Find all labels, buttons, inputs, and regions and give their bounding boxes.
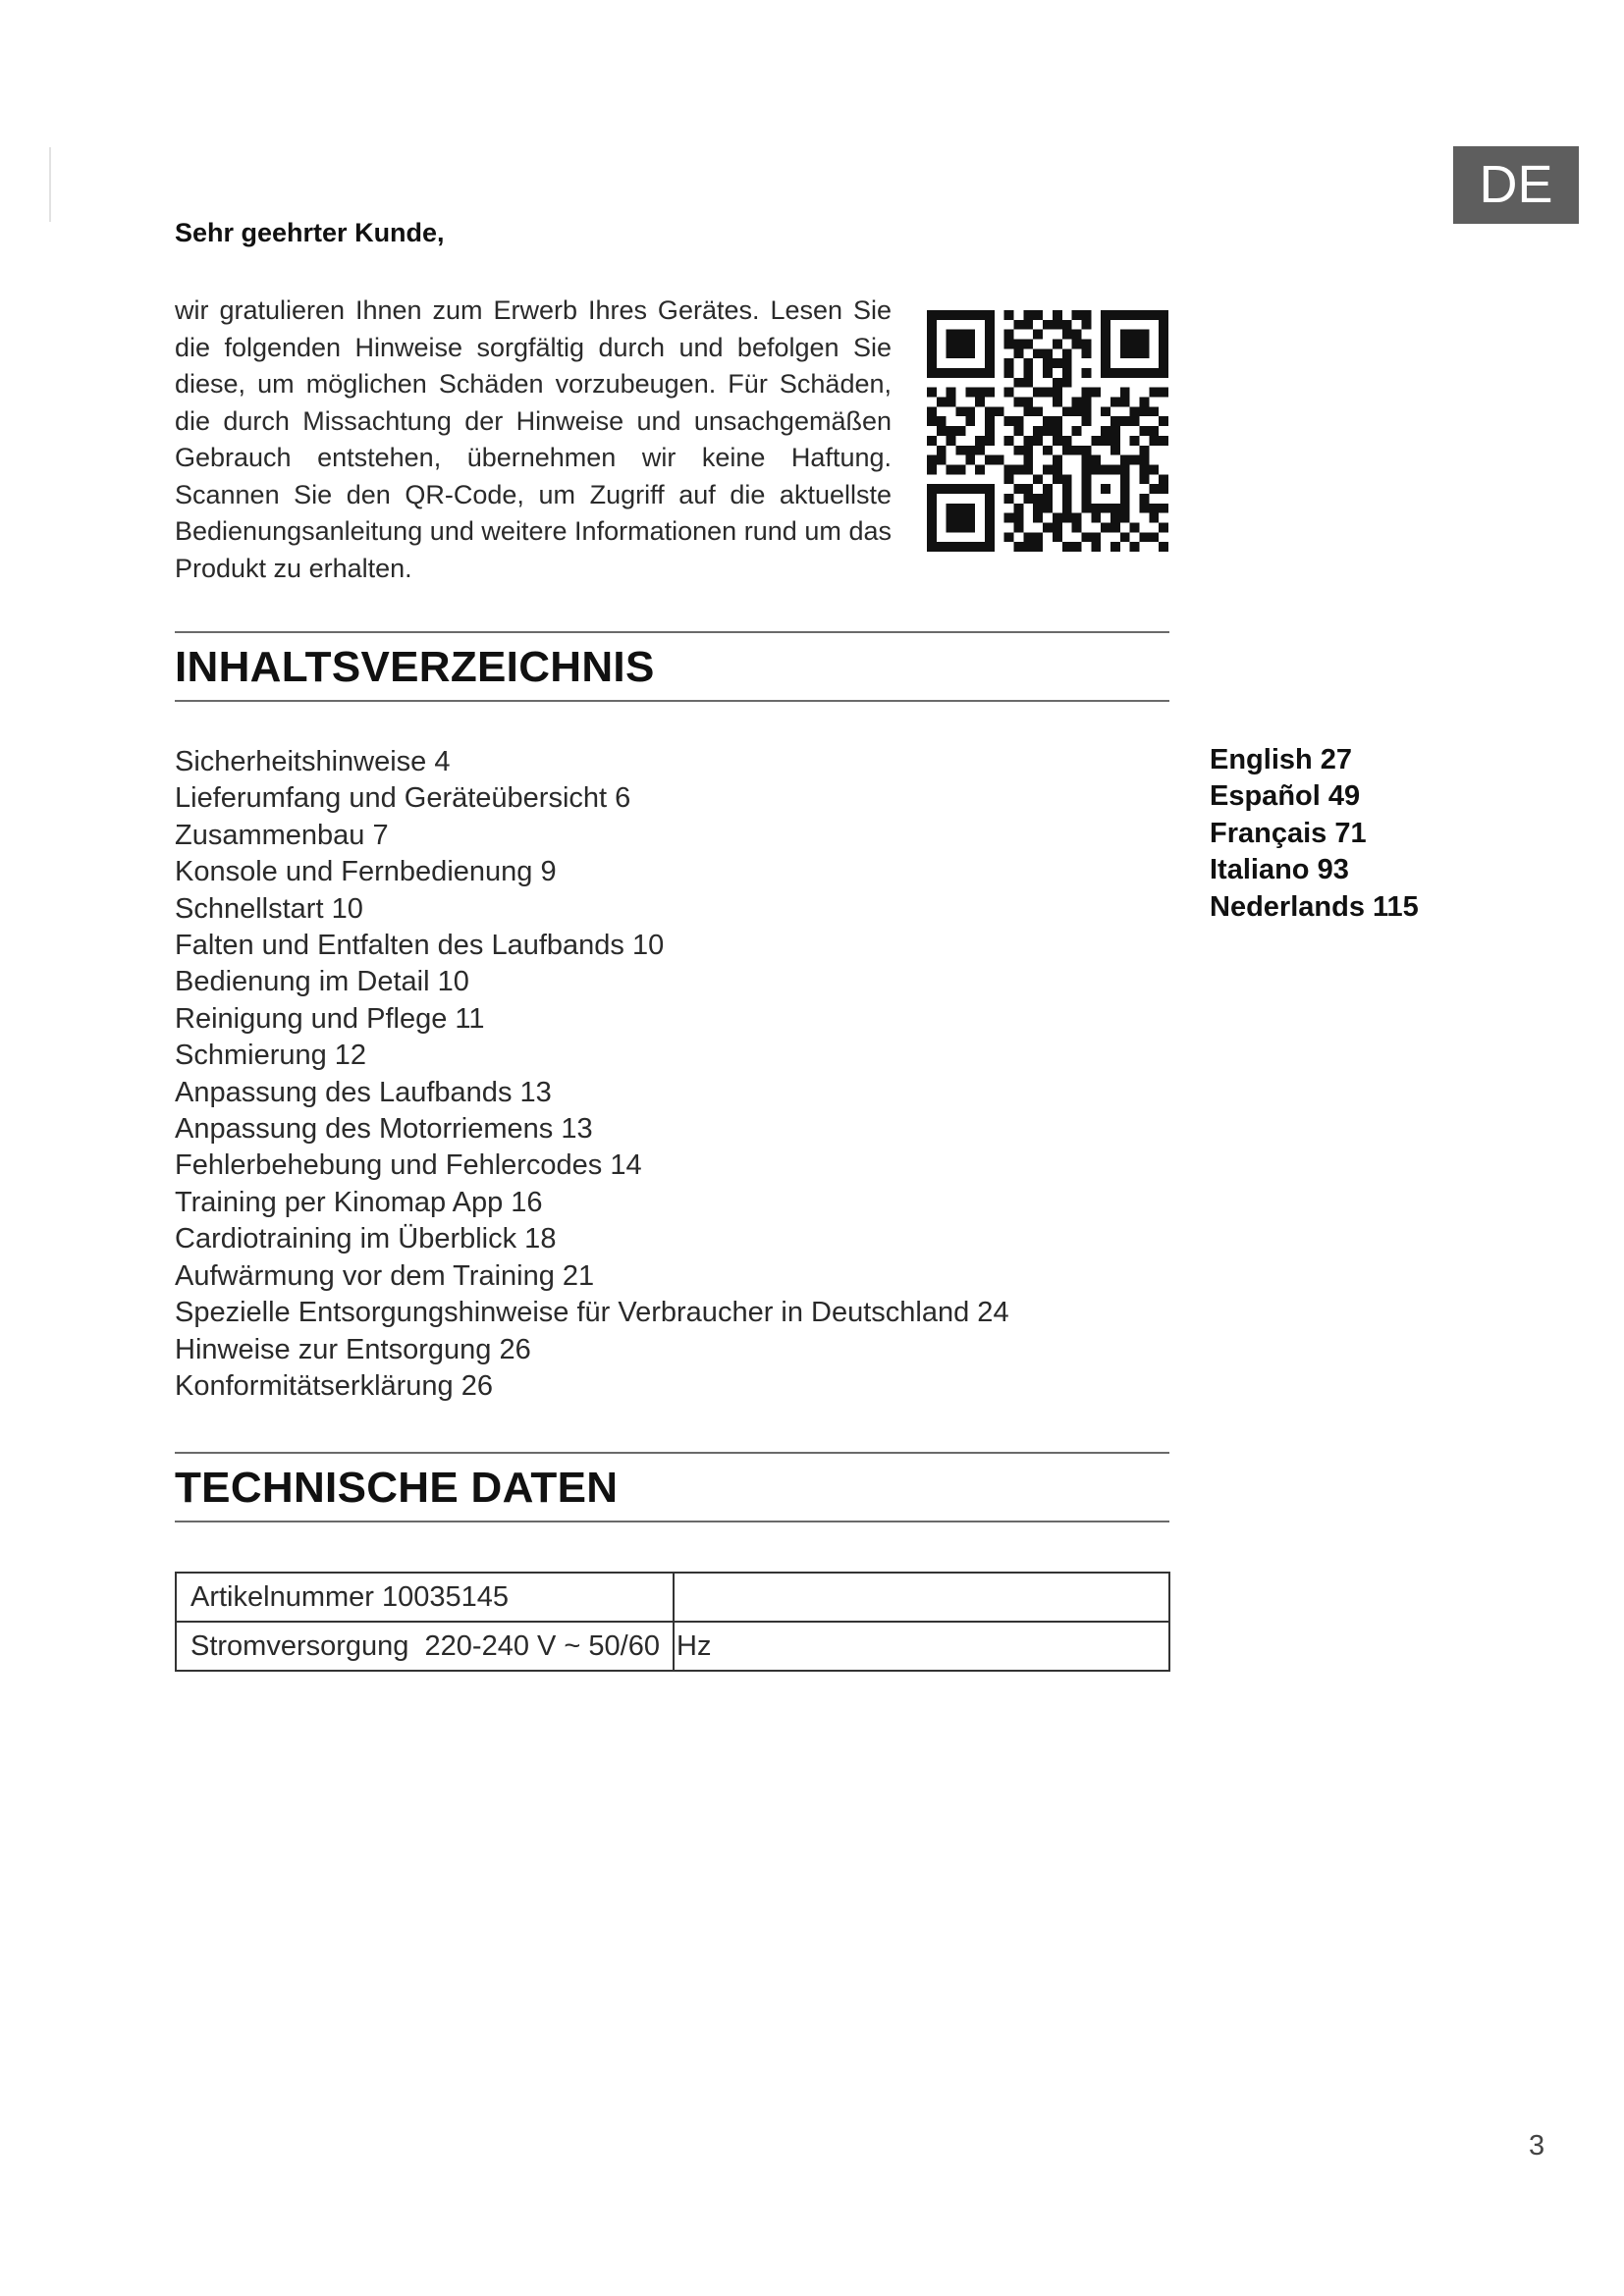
- specs-title: TECHNISCHE DATEN: [175, 1464, 619, 1512]
- toc-item: Anpassung des Laufbands 13: [175, 1076, 552, 1108]
- language-badge: DE: [1453, 146, 1579, 224]
- table-row: [176, 1622, 1169, 1671]
- specs-cell: [674, 1573, 1169, 1622]
- toc-item: Konsole und Fernbedienung 9: [175, 856, 557, 888]
- toc-list: [175, 744, 1009, 1405]
- language-index-item: Nederlands 115: [1210, 890, 1419, 923]
- toc-item: Reinigung und Pflege 11: [175, 1002, 485, 1035]
- language-index-item: Français 71: [1210, 817, 1367, 849]
- toc-item: Sicherheitshinweise 4: [175, 746, 451, 777]
- toc-item: Training per Kinomap App 16: [175, 1186, 543, 1218]
- specs-cell: Hz: [674, 1622, 1169, 1671]
- toc-item: Schnellstart 10: [175, 892, 363, 925]
- toc-title: INHALTSVERZEICHNIS: [175, 643, 655, 691]
- toc-item: Cardiotraining im Überblick 18: [175, 1223, 557, 1255]
- toc-item: Schmierung 12: [175, 1040, 367, 1072]
- toc-item: Konformitätserklärung 26: [175, 1369, 493, 1402]
- qr-code-icon: [927, 310, 1168, 552]
- specs-table: [175, 1572, 1170, 1672]
- page-number: 3: [1529, 2130, 1545, 2162]
- toc-item: Anpassung des Motorriemens 13: [175, 1113, 593, 1146]
- toc-item: Falten und Entfalten des Laufbands 10: [175, 930, 665, 962]
- table-row: [176, 1573, 1169, 1622]
- margin-line: [49, 147, 51, 222]
- toc-rule-top: [175, 631, 1169, 633]
- greeting: Sehr geehrter Kunde,: [175, 218, 445, 247]
- toc-item: Bedienung im Detail 10: [175, 966, 469, 998]
- language-index-item: Español 49: [1210, 780, 1361, 813]
- toc-item: Fehlerbehebung und Fehlercodes 14: [175, 1149, 642, 1182]
- language-index-item: Italiano 93: [1210, 854, 1349, 886]
- toc-rule-bottom: [175, 700, 1169, 702]
- specs-rule-bottom: [175, 1521, 1169, 1522]
- specs-rule-top: [175, 1452, 1169, 1454]
- toc-item: Spezielle Entsorgungshinweise für Verbraucher in Deutschland 24: [175, 1297, 1009, 1329]
- toc-item: Aufwärmung vor dem Training 21: [175, 1259, 595, 1292]
- toc-item: Lieferumfang und Geräteübersicht 6: [175, 782, 631, 815]
- intro-text: wir gratulieren Ihnen zum Erwerb Ihres Gerätes. Lesen Sie die folgenden Hinweise sorgfältig durch und befolgen Sie diese, um möglichen Schäden vorzubeugen. Für Schäden, die durch Missachtung der Hinweise und unsachgemäßen Gebrauch entstehen, übernehmen wir keine Haftung. Scannen Sie den QR-Code, um Zugriff auf die aktuellste Bedienungsanleitung und weitere Informationen rund um das Produkt zu erhalten.: [175, 295, 892, 583]
- toc-item: Hinweise zur Entsorgung 26: [175, 1333, 531, 1365]
- language-index-item: English 27: [1210, 744, 1353, 775]
- language-index: [1210, 742, 1419, 926]
- specs-cell: Stromversorgung 220-240 V ~ 50/60: [176, 1622, 674, 1671]
- toc-item: Zusammenbau 7: [175, 819, 389, 851]
- specs-cell: Artikelnummer 10035145: [176, 1573, 674, 1622]
